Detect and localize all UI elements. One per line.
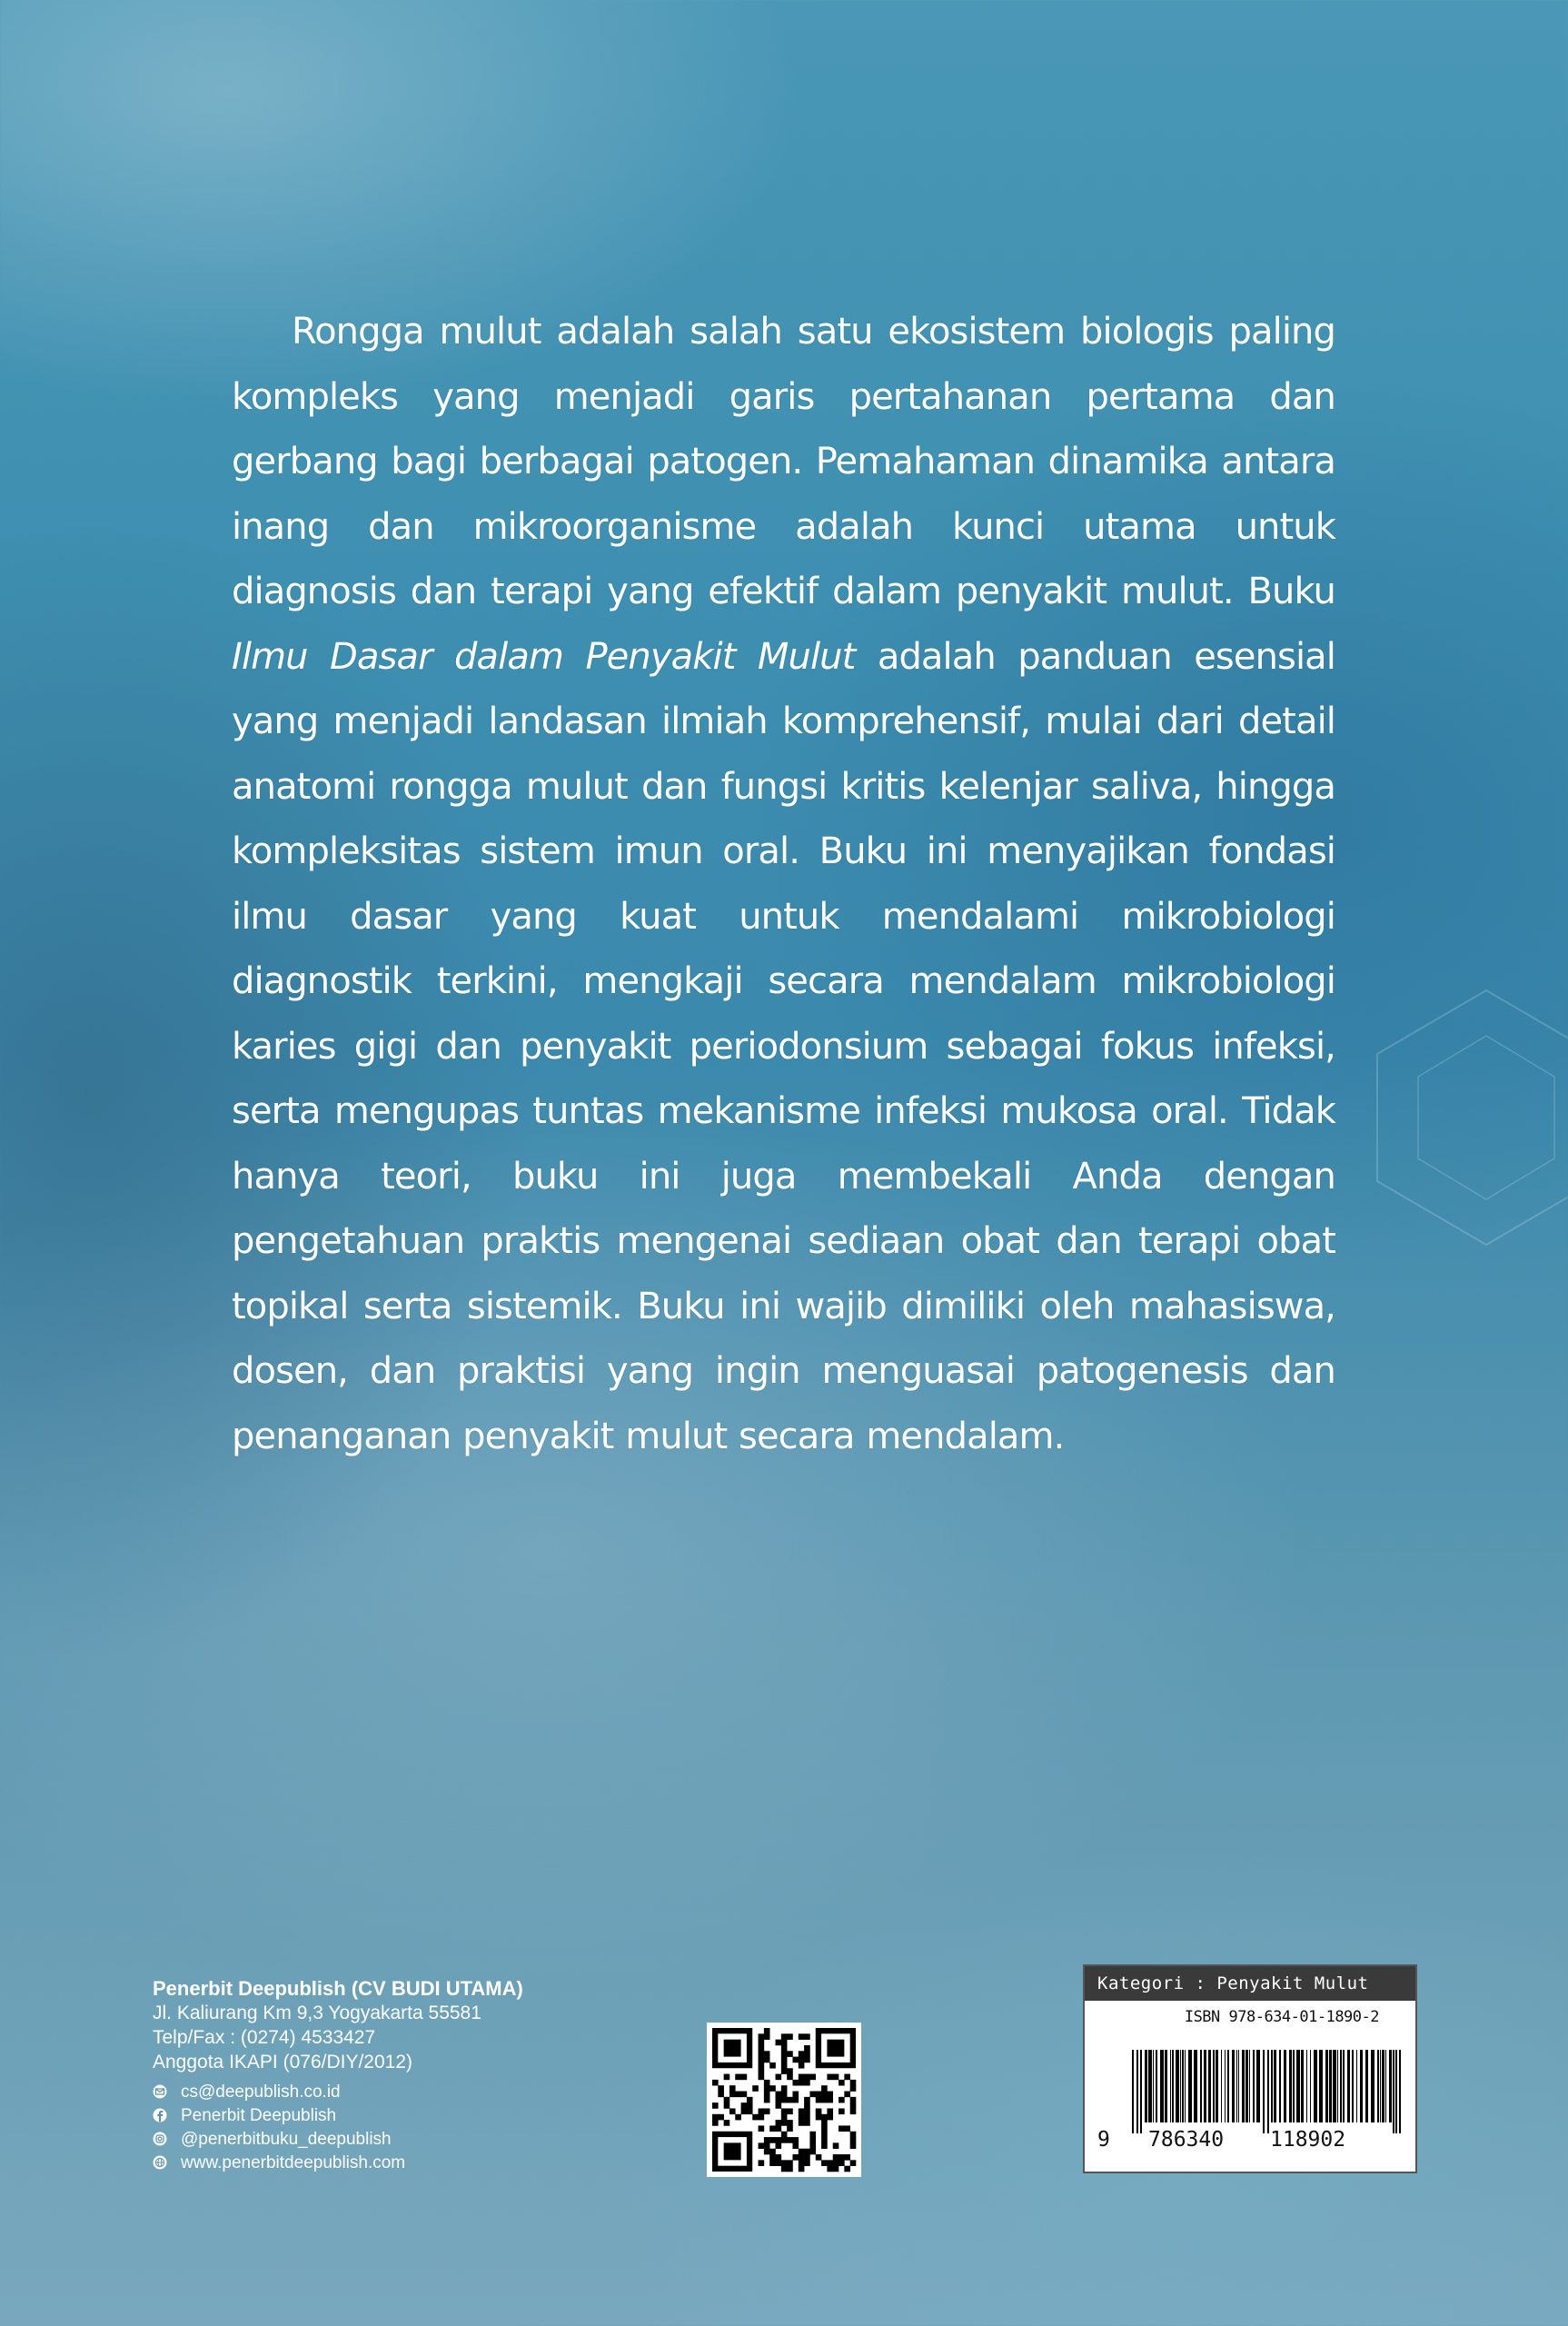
facebook-icon — [153, 2108, 167, 2122]
contact-instagram-text: @penerbitbuku_deepublish — [181, 2129, 392, 2149]
barcode-digits-middle: 786340 — [1148, 2128, 1225, 2152]
barcode-digit-first: 9 — [1097, 2128, 1110, 2152]
blurb-text-part2: adalah panduan esensial yang menjadi landasan ilmiah komprehensif, mulai dari detail anatomi rongga mulut dan fungsi kritis kelenjar saliva, hingga kompleksitas sistem imun oral. Buku ini menyajikan fondasi ilmu dasar yang kuat untuk mendalami mikrobiologi diagnostik terkini, mengkaji secara mendalam mikrobiologi karies gigi dan penyakit periodonsium sebagai fokus infeksi, serta mengupas tuntas mekanisme infeksi mukosa oral. Tidak hanya teori, buku ini juga membekali Anda dengan pengetahuan praktis mengenai sediaan obat dan terapi obat topikal serta sistemik. Buku ini wajib dimiliki oleh mahasiswa, dosen, dan praktisi yang ingin menguasai patogenesis dan penanganan penyakit mulut secara mendalam. — [232, 635, 1335, 1457]
instagram-icon — [153, 2132, 167, 2146]
publisher-phone: Telp/Fax : (0274) 4533427 — [153, 2027, 376, 2048]
contact-list — [153, 2080, 523, 2174]
contact-website-text: www.penerbitdeepublish.com — [181, 2152, 406, 2172]
blurb-book-title: Ilmu Dasar dalam Penyakit Mulut — [232, 635, 856, 678]
category-label: Kategori : Penyakit Mulut — [1085, 1966, 1415, 2001]
publisher-name: Penerbit Deepublish (CV BUDI UTAMA) — [153, 1977, 523, 2000]
publisher-membership: Anggota IKAPI (076/DIY/2012) — [153, 2052, 413, 2073]
contact-instagram[interactable] — [153, 2127, 523, 2151]
email-icon — [153, 2084, 167, 2099]
contact-facebook-text: Penerbit Deepublish — [181, 2105, 337, 2125]
hexagon-decoration — [1368, 981, 1568, 1254]
qr-code[interactable] — [707, 2023, 861, 2177]
blurb-text-part1: Rongga mulut adalah salah satu ekosistem biologis paling kompleks yang menjadi garis pertahanan pertama dan gerbang bagi berbagai patogen. Pemahaman dinamika antara inang dan mikroorganisme adalah kunci utama untuk diagnosis dan terapi yang efektif dalam penyakit mulut. Buku — [232, 311, 1335, 612]
contact-email-text: cs@deepublish.co.id — [181, 2082, 341, 2102]
back-cover-blurb — [232, 300, 1335, 1469]
contact-website[interactable] — [153, 2151, 523, 2174]
barcode — [1130, 2050, 1403, 2133]
globe-icon — [153, 2155, 167, 2170]
barcode-digits-last: 118902 — [1270, 2128, 1346, 2152]
contact-facebook[interactable] — [153, 2103, 523, 2127]
publisher-address: Jl. Kaliurang Km 9,3 Yogyakarta 55581 — [153, 2003, 481, 2023]
publisher-info — [153, 1976, 523, 2174]
isbn-barcode-box — [1083, 1964, 1417, 2173]
contact-email[interactable] — [153, 2080, 523, 2103]
isbn-number: ISBN 978-634-01-1890-2 — [1184, 2008, 1379, 2026]
